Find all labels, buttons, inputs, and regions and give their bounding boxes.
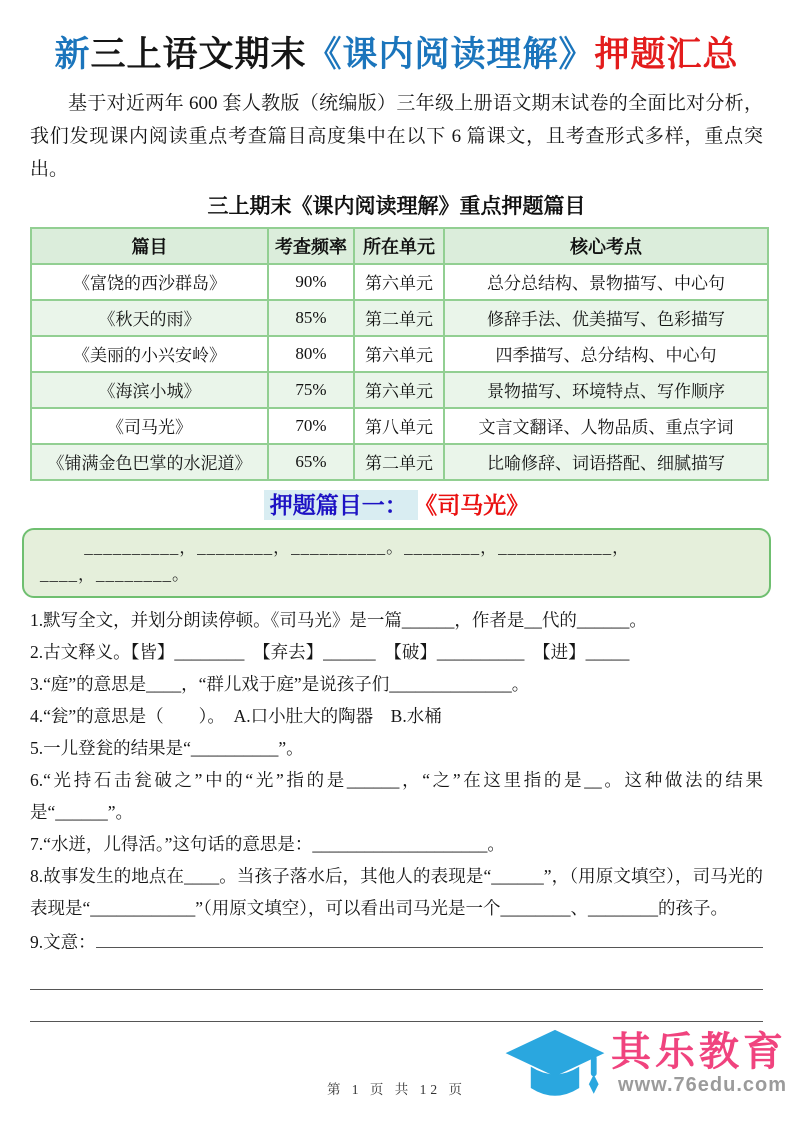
- brand-logo: [501, 1026, 787, 1118]
- cell-frequency: 75%: [268, 372, 354, 408]
- question-7: 7.“水迸，儿得活。”这句话的意思是：____________________。: [30, 834, 505, 855]
- column-header-topic: 篇目: [31, 228, 268, 264]
- question-2: 2.古文释义。【皆】________ 【弃去】______ 【破】__________ 【进】_____: [30, 642, 630, 663]
- cell-keypoints: 四季描写、总分结构、中心句: [444, 336, 768, 372]
- page-title: [30, 36, 763, 75]
- cell-unit: 第六单元: [354, 336, 444, 372]
- table-row: [31, 372, 768, 408]
- cell-frequency: 70%: [268, 408, 354, 444]
- cell-topic: 《铺满金色巴掌的水泥道》: [31, 444, 268, 480]
- cell-topic: 《司马光》: [31, 408, 268, 444]
- title-part-book: 《课内阅读理解》: [306, 35, 595, 74]
- question-3: 3.“庭”的意思是____，“群儿戏于庭”是说孩子们______________。: [30, 674, 530, 695]
- question-6: 6.“光持石击瓮破之”中的“光”指的是______，“之”在这里指的是__。这种做法的结果是“______”。: [30, 770, 763, 823]
- column-header-unit: 所在单元: [354, 228, 444, 264]
- title-part-new: 新: [54, 35, 91, 74]
- answer-line: [30, 990, 763, 1022]
- cell-frequency: 85%: [268, 300, 354, 336]
- column-header-frequency: 考查频率: [268, 228, 354, 264]
- page-number: 第 1 页 共 12 页: [326, 1082, 467, 1097]
- cell-keypoints: 景物描写、环境特点、写作顺序: [444, 372, 768, 408]
- cell-keypoints: 总分总结构、景物描写、中心句: [444, 264, 768, 300]
- title-part-summary: 押题汇总: [594, 35, 739, 74]
- question-5: 5.一儿登瓮的结果是“__________”。: [30, 738, 304, 759]
- cell-keypoints: 比喻修辞、词语搭配、细腻描写: [444, 444, 768, 480]
- dictation-line-1: __________，________，__________。________，____________，: [84, 538, 631, 558]
- cell-frequency: 80%: [268, 336, 354, 372]
- table-row: [31, 336, 768, 372]
- question-1: 1.默写全文，并划分朗读停顿。《司马光》是一篇______，作者是__代的______。: [30, 610, 647, 631]
- answer-line: [96, 924, 763, 948]
- question-9: [30, 924, 763, 958]
- cell-frequency: 65%: [268, 444, 354, 480]
- cell-topic: 《美丽的小兴安岭》: [31, 336, 268, 372]
- section-book-title: 《司马光》: [425, 491, 530, 518]
- cell-topic: 《海滨小城》: [31, 372, 268, 408]
- table-header-row: [31, 228, 768, 264]
- cell-unit: 第六单元: [354, 264, 444, 300]
- table-row: [31, 300, 768, 336]
- cell-unit: 第六单元: [354, 372, 444, 408]
- exam-topics-table: [30, 227, 769, 481]
- answer-line: [30, 958, 763, 990]
- cell-keypoints: 文言文翻译、人物品质、重点字词: [444, 408, 768, 444]
- column-header-keypoints: 核心考点: [444, 228, 768, 264]
- intro-paragraph: 基于对近两年 600 套人教版（统编版）三年级上册语文期末试卷的全面比对分析，我们发现课内阅读重点考查篇目高度集中在以下 6 篇课文，且考查形式多样，重点突出。: [30, 92, 763, 180]
- cell-unit: 第八单元: [354, 408, 444, 444]
- cell-unit: 第二单元: [354, 300, 444, 336]
- dictation-blank-box: [22, 528, 771, 598]
- cell-topic: 《富饶的西沙群岛》: [31, 264, 268, 300]
- cell-unit: 第二单元: [354, 444, 444, 480]
- section-heading: [30, 491, 763, 521]
- table-row: [31, 264, 768, 300]
- cell-keypoints: 修辞手法、优美描写、色彩描写: [444, 300, 768, 336]
- dictation-line-2: ____，________。: [40, 565, 190, 585]
- table-row: [31, 408, 768, 444]
- brand-url: www.76edu.com: [618, 1074, 787, 1096]
- title-part-term: 三上语文期末: [90, 35, 307, 74]
- question-list: [30, 604, 763, 1022]
- cell-frequency: 90%: [268, 264, 354, 300]
- section-label: 押题篇目一：: [264, 490, 418, 520]
- question-4: 4.“瓮”的意思是（ ）。 A.口小肚大的陶器 B.水桶: [30, 706, 442, 727]
- question-8: 8.故事发生的地点在____。当孩子落水后，其他人的表现是“______”，（用原文填空），司马光的表现是“____________”（用原文填空），可以看出司马光是一个________、________的孩子。: [30, 866, 763, 919]
- brand-name: 其乐教育: [611, 1030, 787, 1074]
- table-title: 三上期末《课内阅读理解》重点押题篇目: [207, 194, 586, 218]
- cell-topic: 《秋天的雨》: [31, 300, 268, 336]
- table-row: [31, 444, 768, 480]
- graduation-cap-icon: [501, 1026, 609, 1118]
- question-9-label: 9.文意：: [30, 932, 96, 953]
- brand-text-block: [611, 1026, 787, 1097]
